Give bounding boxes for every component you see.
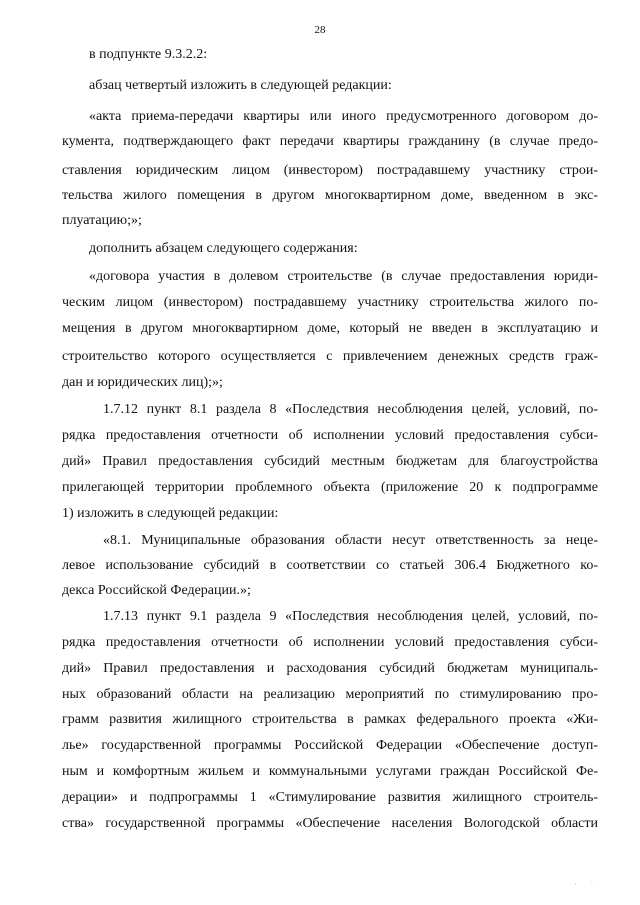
- text-line: рядка предоставления отчетности об исполнении условий предоставления субси-: [62, 428, 598, 443]
- text-line: 1.7.13 пункт 9.1 раздела 9 «Последствия несоблюдения целей, условий, по-: [103, 609, 598, 624]
- text-line: дий» Правил предоставления и расходования субсидий бюджетам муниципаль-: [62, 661, 598, 676]
- text-line: ных образований области на реализацию мероприятий по стимулированию про-: [62, 687, 598, 702]
- text-line: «акта приема-передачи квартиры или иного предусмотренного договором до-: [89, 109, 598, 124]
- text-line: левое использование субсидий в соответствии со статьей 306.4 Бюджетного ко-: [62, 558, 598, 573]
- text-line: прилегающей территории проблемного объекта (приложение 20 к подпрограмме: [62, 480, 598, 495]
- text-line: тельства жилого помещения в другом многоквартирном доме, введенном в экс-: [62, 188, 598, 203]
- text-line: дерации» и подпрограммы 1 «Стимулирование развития жилищного строитель-: [62, 790, 598, 805]
- text-line: дий» Правил предоставления субсидий местным бюджетам для благоустройства: [62, 454, 598, 469]
- text-line: ставления юридическим лицом (инвестором) пострадавшему участнику строи-: [62, 163, 598, 178]
- text-line: 1) изложить в следующей редакции:: [62, 506, 279, 521]
- text-line: 1.7.12 пункт 8.1 раздела 8 «Последствия несоблюдения целей, условий, по-: [103, 402, 598, 417]
- scan-artifact-mark: · ˈ: [574, 880, 600, 889]
- text-line: дан и юридических лиц);»;: [62, 375, 223, 390]
- text-line: ческим лицом (инвестором) пострадавшему участнику строительства жилого по-: [62, 295, 598, 310]
- text-line: строительство которого осуществляется с привлечением денежных средств граж-: [62, 349, 598, 364]
- page-number: 28: [314, 24, 326, 36]
- text-line: мещения в другом многоквартирном доме, который не введен в эксплуатацию и: [62, 321, 598, 336]
- text-line: декса Российской Федерации.»;: [62, 583, 251, 598]
- text-line: плуатацию;»;: [62, 213, 142, 228]
- text-line: грамм развития жилищного строительства в рамках федерального проекта «Жи-: [62, 712, 598, 727]
- text-line: рядка предоставления отчетности об исполнении условий предоставления субси-: [62, 635, 598, 650]
- text-line: в подпункте 9.3.2.2:: [89, 47, 208, 62]
- text-line: ным и комфортным жильем и коммунальными услугами граждан Российской Фе-: [62, 764, 598, 779]
- text-line: ства» государственной программы «Обеспечение населения Вологодской области: [62, 816, 598, 831]
- text-line: «8.1. Муниципальные образования области несут ответственность за неце-: [103, 533, 598, 548]
- text-line: лье» государственной программы Российской Федерации «Обеспечение доступ-: [62, 738, 598, 753]
- text-line: абзац четвертый изложить в следующей редакции:: [89, 78, 392, 93]
- text-line: кумента, подтверждающего факт передачи квартиры гражданину (в случае предо-: [62, 134, 598, 149]
- text-line: «договора участия в долевом строительстве (в случае предоставления юриди-: [89, 269, 598, 284]
- text-line: дополнить абзацем следующего содержания:: [89, 241, 358, 256]
